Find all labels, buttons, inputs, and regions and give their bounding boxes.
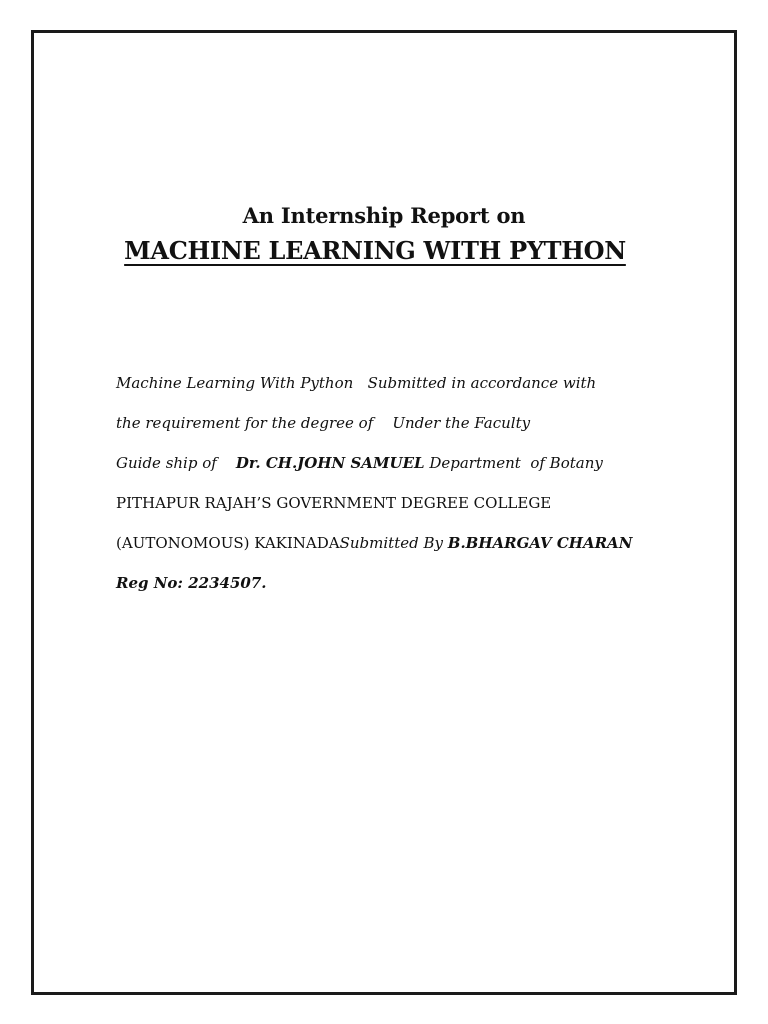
body-line-2: the requirement for the degree of Under the Faculty: [116, 414, 531, 432]
college-name: PITHAPUR RAJAH’S GOVERNMENT DEGREE COLLEGE: [116, 494, 552, 512]
guide-name: Dr. CH.JOHN SAMUEL: [235, 454, 425, 472]
body-line-3: [116, 454, 603, 472]
report-title: [0, 236, 750, 265]
body-line-1: Machine Learning With Python Submitted in accordance with: [116, 374, 597, 392]
submitted-by-label: Submitted By: [339, 534, 448, 552]
guide-ship-label: Guide ship of: [116, 454, 236, 472]
registration-number: Reg No: 2234507.: [116, 574, 267, 592]
page-border: [31, 30, 737, 995]
report-subtitle: An Internship Report on: [242, 203, 526, 228]
body-line-5: [116, 534, 632, 552]
student-name: B.BHARGAV CHARAN: [447, 534, 633, 552]
college-location: (AUTONOMOUS) KAKINADA: [116, 534, 340, 552]
report-title-text: MACHINE LEARNING WITH PYTHON: [124, 236, 626, 265]
department-label: Department of Botany: [424, 454, 603, 472]
